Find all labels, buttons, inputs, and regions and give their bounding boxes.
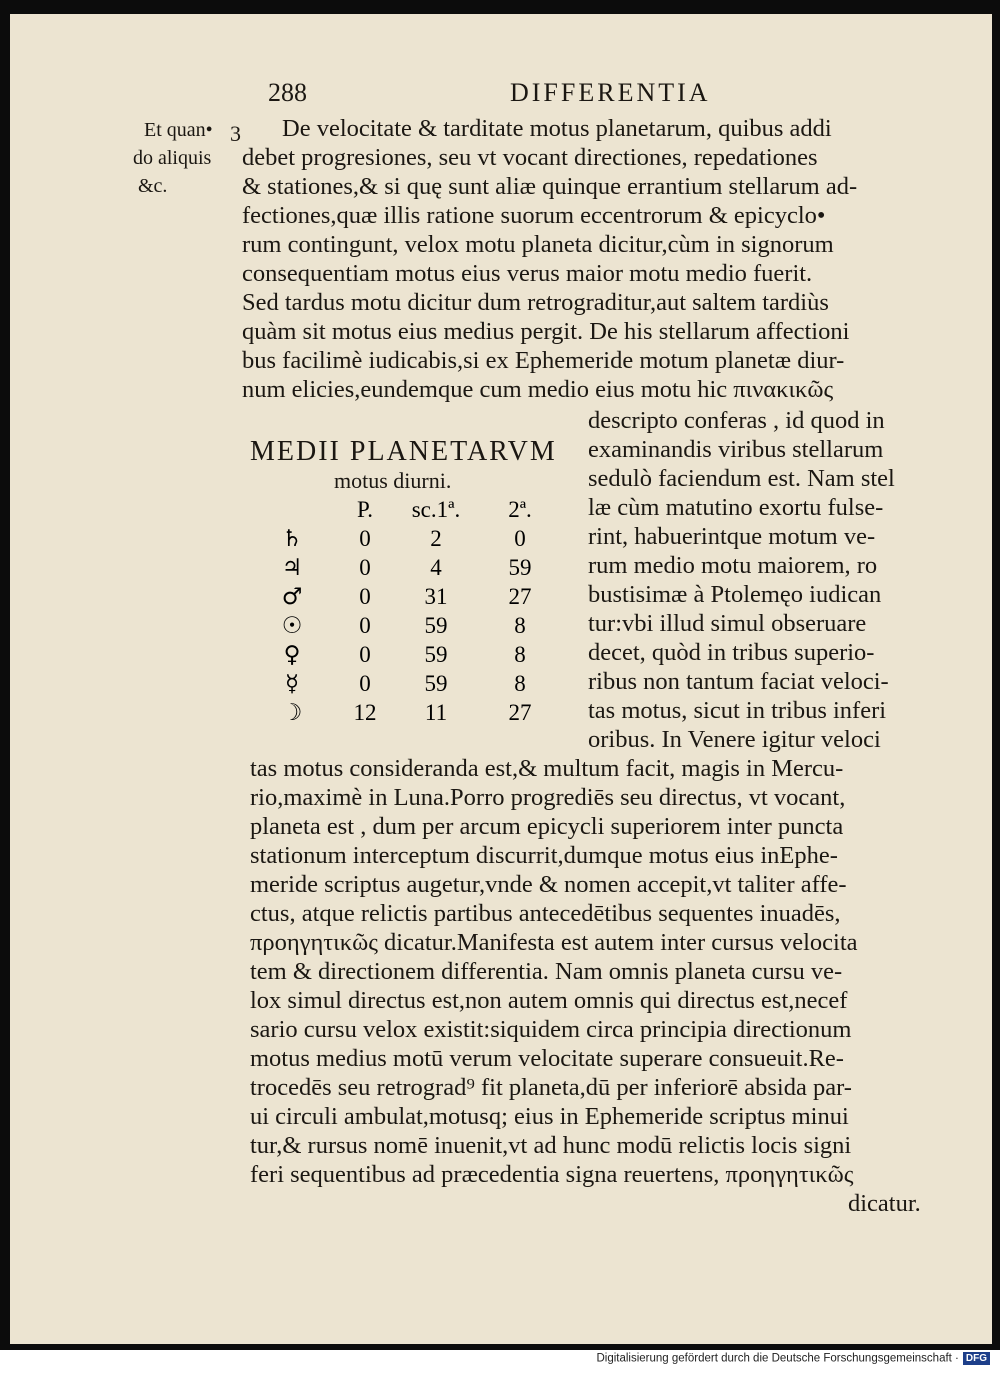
text-line: decet, quòd in tribus superio-: [588, 639, 875, 666]
planet-symbol: ☉: [281, 613, 303, 639]
text-line: meride scriptus augetur,vnde & nomen accepit,vt taliter affe-: [250, 871, 847, 898]
text-line: rum contingunt, velox motu planeta dicitur,cùm in signorum: [242, 231, 834, 258]
text-line: læ cùm matutino exortu fulse-: [588, 494, 884, 521]
page-number: 288: [268, 78, 307, 107]
text-line: sario cursu velox existit:siquidem circa principia directionum: [250, 1016, 852, 1043]
table-cell-sc2: 8: [514, 642, 526, 667]
text-line: προηγητικῶς dicatur.Manifesta est autem inter cursus velocita: [250, 929, 858, 956]
table-cell-sc1: 2: [430, 526, 442, 551]
digitization-footer: [560, 1352, 990, 1372]
text-line: trocedēs seu retrograd⁹ fit planeta,dū per inferiorē absida par-: [250, 1074, 852, 1101]
text-line: tur,& rursus nomē inuenit,vt ad hunc modū relictis locis signi: [250, 1132, 852, 1159]
planet-symbol: ☽: [281, 700, 303, 726]
text-line: ui circuli ambulat,motusq; eius in Ephemeride scriptus minui: [250, 1103, 849, 1130]
text-line: motus medius motū verum velocitate superare consueuit.Re-: [250, 1045, 844, 1072]
text-line: ctus, atque relictis partibus antecedētibus sequentes inuadēs,: [250, 900, 841, 927]
table-cell-sc1: 59: [424, 613, 448, 638]
table-col-header: sc.1ª.: [411, 497, 461, 522]
table-col-header: P.: [357, 497, 373, 522]
planet-symbol: ♄: [281, 526, 303, 552]
table-cell-sc1: 4: [430, 555, 442, 580]
margin-note-line: Et quan•: [144, 119, 213, 141]
table-cell-sc1: 59: [424, 671, 448, 696]
text-line: bustisimæ à Ptolemęo iudican: [588, 581, 882, 608]
table-cell-p: 0: [359, 671, 371, 696]
text-line: tur:vbi illud simul obseruare: [588, 610, 867, 637]
dfg-logo: DFG: [963, 1352, 990, 1365]
text-line: quàm sit motus eius medius pergit. De his stellarum affectioni: [242, 318, 850, 345]
text-line: Sed tardus motu dicitur dum retrograditur,aut saltem tardiùs: [242, 289, 829, 316]
text-line: planeta est , dum per arcum epicycli superiorem inter puncta: [250, 813, 844, 840]
text-line: num elicies,eundemque cum medio eius motu hic πινακικῶς: [242, 376, 834, 403]
text-line: debet progresiones, seu vt vocant directiones, repedationes: [242, 144, 818, 171]
table-cell-p: 0: [359, 584, 371, 609]
table-cell-sc1: 11: [424, 700, 448, 725]
planet-symbol: ♀: [283, 642, 301, 668]
text-line: De velocitate & tarditate motus planetarum, quibus addi: [282, 115, 832, 142]
text-line: descripto conferas , id quod in: [588, 407, 885, 434]
text-line: tem & directionem differentia. Nam omnis planeta cursu ve-: [250, 958, 843, 985]
table-cell-p: 12: [353, 700, 377, 725]
table-col-header: 2ª.: [508, 497, 532, 522]
table-cell-p: 0: [359, 526, 371, 551]
text-line: bus facilimè iudicabis,si ex Ephemeride motum planetæ diur-: [242, 347, 845, 374]
table-cell-p: 0: [359, 555, 371, 580]
margin-note-line: do aliquis: [133, 147, 212, 169]
text-line: & stationes,& si quę sunt aliæ quinque errantium stellarum ad-: [242, 173, 858, 200]
text-line: tas motus consideranda est,& multum facit, magis in Mercu-: [250, 755, 844, 782]
planet-symbol: ♃: [281, 555, 303, 581]
planet-symbol: ♂: [281, 584, 303, 610]
margin-note-number: 3: [230, 121, 241, 146]
table-subtitle: motus diurni.: [334, 468, 452, 493]
text-line: stationum interceptum discurrit,dumque motus eius inEphe-: [250, 842, 838, 869]
text-line: ribus non tantum faciat veloci-: [588, 668, 889, 695]
footer-text: Digitalisierung gefördert durch die Deutsche Forschungsgemeinschaft ·: [596, 1352, 959, 1365]
text-line: rum medio motu maiorem, ro: [588, 552, 878, 579]
text-line-last: dicatur.: [848, 1190, 921, 1217]
planet-symbol: ☿: [284, 671, 300, 697]
text-line: consequentiam motus eius verus maior motu medio fuerit.: [242, 260, 813, 287]
book-page: [10, 14, 992, 1344]
table-cell-sc2: 27: [508, 584, 532, 609]
text-line: feri sequentibus ad præcedentia signa reuertens, προηγητικῶς: [250, 1161, 854, 1188]
text-line: tas motus, sicut in tribus inferi: [588, 697, 887, 724]
margin-note-line: &c.: [138, 175, 168, 197]
table-cell-sc2: 59: [508, 555, 532, 580]
running-title: DIFFERENTIA: [510, 78, 711, 107]
table-cell-sc2: 8: [514, 613, 526, 638]
table-cell-sc1: 59: [424, 642, 448, 667]
text-line: rio,maximè in Luna.Porro progrediēs seu directus, vt vocant,: [250, 784, 846, 811]
table-cell-sc2: 27: [508, 700, 532, 725]
text-line: fectiones,quæ illis ratione suorum eccentrorum & epicyclo•: [242, 202, 826, 229]
table-cell-sc1: 31: [424, 584, 448, 609]
text-line: examinandis viribus stellarum: [588, 436, 884, 463]
text-line: oribus. In Venere igitur veloci: [588, 726, 881, 753]
text-line: sedulò faciendum est. Nam stel: [588, 465, 895, 492]
table-title: MEDII PLANETARVM: [250, 436, 557, 467]
table-cell-p: 0: [359, 613, 371, 638]
table-cell-sc2: 8: [514, 671, 526, 696]
text-line: rint, habuerintque motum ve-: [588, 523, 876, 550]
table-cell-p: 0: [359, 642, 371, 667]
table-cell-sc2: 0: [514, 526, 526, 551]
text-line: lox simul directus est,non autem omnis qui directus est,necef: [250, 987, 848, 1014]
